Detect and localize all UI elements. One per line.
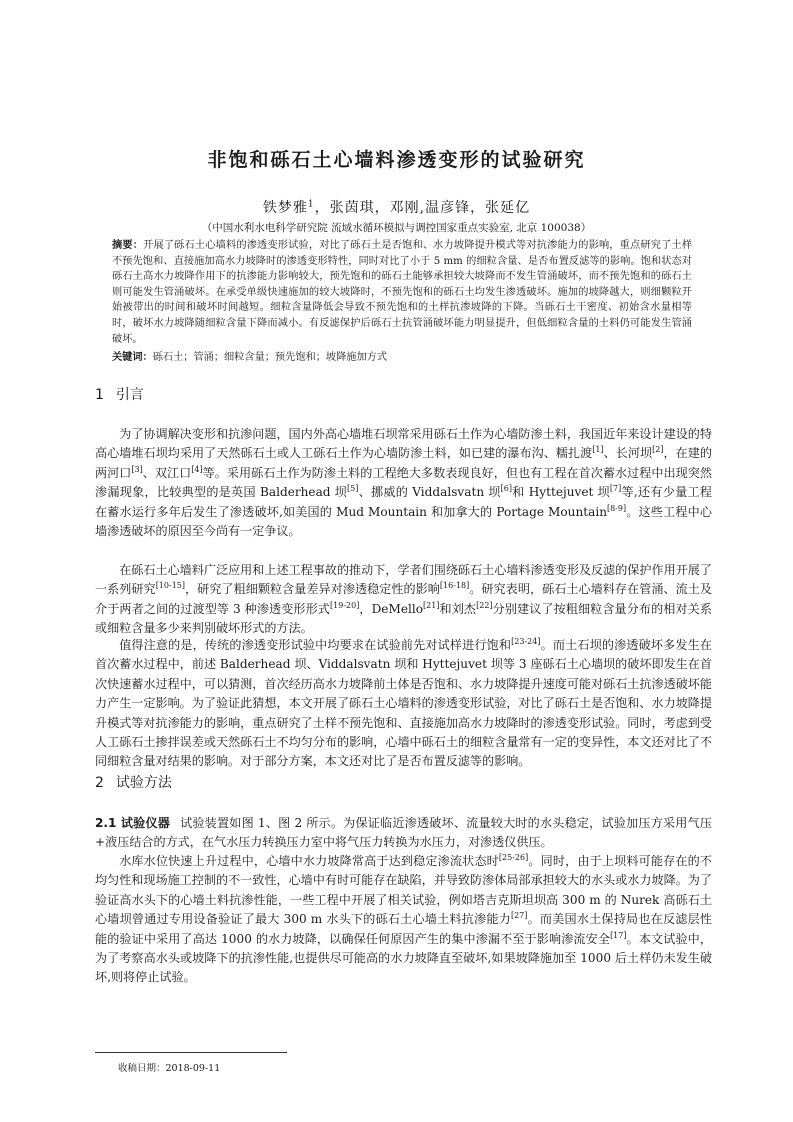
text-run: 。而土石坝的渗透破坏多发生在首次蓄水过程中，前述 Balderhead 坝、Viddalsvatn 坝和 Hyttejuvet 坝等 3 座砾石土心墙坝的破坏即发生在首次快速蓄水过程中，可以猜测，首次经历高水力坡降前土体是否饱和、水力坡降提升速度可能对砾石土抗渗透破坏能力产生一定影响。为了验证此猜想，本文开展了砾石土心墙料的渗透变形试验，对比了砾石土是否饱和、水力坡降提升模式等对抗渗能力的影响，重点研究了土样不预先饱和、直接施加高水力坡降时的渗透变形试验。同时，考虑到受人工砾石土掺拌误差或天然砾石土不均匀分布的影响，心墙中砾石土的细粒含量常有一定的变异性，本文还对比了不同细粒含量对结果的影响。对于部分方案，本文还对比了是否布置反滤等的影响。 xyxy=(95,638,712,769)
citation-ref: [22] xyxy=(476,600,493,610)
citation-ref: [4] xyxy=(191,464,203,474)
text-run: 在砾石土心墙料广泛应用和上述工程事故的推动下，学者们围绕砾石土心墙料渗透变形及反滤的保护作用开展了一系列研究 xyxy=(95,563,712,597)
keywords-text: 砾石土；管涌；细粒含量；预先饱和；坡降施加方式 xyxy=(152,352,388,363)
text-run: 为了协调解决变形和抗渗问题，国内外高心墙堆石坝常采用砾石土作为心墙防渗土料，我国近年来设计建设的特高心墙堆石坝均采用了天然砾石土或人工砾石土作为心墙防渗土料，如已建的瀑布沟、糯扎渡 xyxy=(95,427,712,461)
text-run: 、双江口 xyxy=(142,465,192,480)
text-run: 、长河坝 xyxy=(603,446,653,461)
author-list xyxy=(0,197,793,217)
citation-ref: [23-24] xyxy=(511,636,541,646)
keywords-label: 关键词： xyxy=(112,352,153,363)
text-run: 。这些工程中心墙渗透破坏的原因至今尚有一定争议。 xyxy=(95,504,712,539)
author-name: 张茵琪 xyxy=(329,200,375,216)
received-date-footnote: 收稿日期：2018-09-11 xyxy=(118,1063,221,1074)
abstract-text: 开展了砾石土心墙料的渗透变形试验，对比了砾石土是否饱和、水力坡降提升模式等对抗渗能力的影响，重点研究了土样不预先饱和、直接施加高水力坡降时的渗透变形特性，同时对比了小于 5 mm 的细粒含量、是否布置反滤等的影响。饱和状态对砾石土高水力坡降作用下的抗渗能力影响较大，预先饱和的砾石土能够承担较大坡降而不发生管涌破坏，而不预先饱和的砾石土则可能发生管涌破坏。在承受单级快速施加的较大坡降时，不预先饱和的砾石土均发生渗透破坏。施加的坡降越大，则细颗粒开始被带出的时间和破坏时间越短。细粒含量降低会导致不预先饱和的土样抗渗坡降的下降。当砾石土干密度、初始含水量相等时，破坏水力坡降随细粒含量下降而减小。有反滤保护后砾石土抗管涌破坏能力明显提升，但低细粒含量的土料仍可能发生管涌破坏。 xyxy=(112,240,693,345)
citation-ref: [10-15] xyxy=(155,581,185,591)
intro-paragraph-1 xyxy=(95,425,712,541)
citation-ref: [1] xyxy=(592,445,604,455)
intro-paragraph-2 xyxy=(95,561,712,639)
citation-ref: [25-26] xyxy=(498,852,529,862)
citation-ref: [27] xyxy=(510,911,528,921)
author-affiliation-mark: 1 xyxy=(307,199,315,210)
affiliation: （中国水利水电科学研究院 流域水循环模拟与调控国家重点实验室, 北京 100038） xyxy=(201,222,592,234)
abstract xyxy=(112,238,692,347)
section-heading-methods xyxy=(95,772,172,792)
section-heading-introduction xyxy=(95,384,144,404)
citation-ref: [6] xyxy=(500,484,512,494)
section-number: 2 xyxy=(95,775,104,791)
section-title: 试验方法 xyxy=(115,775,172,791)
abstract-label: 摘要： xyxy=(112,240,144,251)
text-run: 。同时，由于上坝料可能存在的不均匀性和现场施工控制的不一致性，心墙中有时可能存在缺陷，并导致防渗体局部承担较大的水头或水力坡降。为了验证高水头下的心墙土料抗渗性能，一些工程中开展了相关试验，例如塔吉克斯坦坝高 300 m 的 Nurek 高砾石土心墙坝曾通过专用设备验证了最大 300 m 水头下的砾石土心墙土料抗渗能力 xyxy=(95,854,712,927)
text-run: 等,还有少量工程在蓄水运行多年后发生了渗透破坏,如美国的 Mud Mountain 和加拿大的 Portage Mountain xyxy=(95,485,712,519)
methods-paragraph-1-text xyxy=(95,816,712,849)
text-run: 、挪威的 Viddalsvatn 坝 xyxy=(358,485,501,500)
text-run: 分别建议了按粗细粒含量分布的相对关系或细粒含量多少来判别破坏形式的方法。 xyxy=(95,601,712,636)
citation-ref: [21] xyxy=(423,600,440,610)
paper-title: 非饱和砾石土心墙料渗透变形的试验研究 xyxy=(207,149,586,171)
text-run: ，DeMello xyxy=(359,601,424,616)
author-name: 邓刚,温彦锋 xyxy=(389,200,471,216)
citation-ref: [7] xyxy=(609,484,622,494)
intro-paragraph-3 xyxy=(95,636,712,772)
citation-ref: [16-18] xyxy=(439,581,470,591)
text-run: 试验装置如图 1、图 2 所示。为保证临近渗透破坏、流量较大时的水头稳定，试验加压方采用气压+液压结合的方式，在气水压力转换压力室中将气压力转换为水压力，对渗透仪供压。 xyxy=(95,816,712,850)
methods-paragraph-2 xyxy=(95,852,712,988)
text-run: 水库水位快速上升过程中，心墙中水力坡降常高于达到稳定渗流状态时 xyxy=(119,854,499,868)
citation-ref: [2] xyxy=(652,445,664,455)
text-run: 。研究表明，砾石土心墙料存在管涌、流土及介于两者之间的过渡型等 3 种渗透变形形式 xyxy=(95,582,712,616)
text-run: 和刘杰 xyxy=(439,601,477,616)
text-run: 和 Hyttejuvet 坝 xyxy=(511,485,610,500)
citation-ref: [8-9] xyxy=(607,503,627,513)
text-run: ，在建的两河口 xyxy=(95,446,712,480)
author-separator: ， xyxy=(374,200,390,216)
subsection-heading: 2.1 试验仪器 xyxy=(95,816,171,830)
section-title: 引言 xyxy=(115,387,144,403)
citation-ref: [19-20] xyxy=(330,600,360,610)
citation-ref: [3] xyxy=(131,464,143,474)
keywords xyxy=(112,348,692,363)
author-name: 张延亿 xyxy=(485,200,531,216)
author-separator: ， xyxy=(470,200,486,216)
footnote-rule xyxy=(95,1052,287,1053)
text-run: 。本文试验中，为了考察高水头或坡降下的抗渗性能,也提供尽可能高的水力坡降直至破坏,如果坡降施加至 1000 后土样仍未发生破坏,则将停止试验。 xyxy=(95,931,712,985)
citation-ref: [5] xyxy=(347,484,359,494)
citation-ref: [17] xyxy=(610,930,627,940)
text-run: 。而美国水土保持局也在反滤层性能的验证中采用了高达 1000 的水力坡降，以确保任何原因产生的集中渗漏不至于影响渗流安全 xyxy=(95,912,712,946)
author-name: 铁梦雅 xyxy=(262,200,308,216)
author-separator: ， xyxy=(314,200,330,216)
text-run: 值得注意的是，传统的渗透变形试验中均要求在试验前先对试样进行饱和 xyxy=(119,638,512,652)
text-run: ，研究了粗细颗粒含量差异对渗透稳定性的影响 xyxy=(185,582,440,597)
methods-paragraph-1 xyxy=(95,814,712,853)
section-number: 1 xyxy=(95,387,104,403)
text-run: 等。采用砾石土作为防渗土料的工程绝大多数表现良好，但也有工程在首次蓄水过程中出现突然渗漏现象，比较典型的是英国 Balderhead 坝 xyxy=(95,465,712,500)
